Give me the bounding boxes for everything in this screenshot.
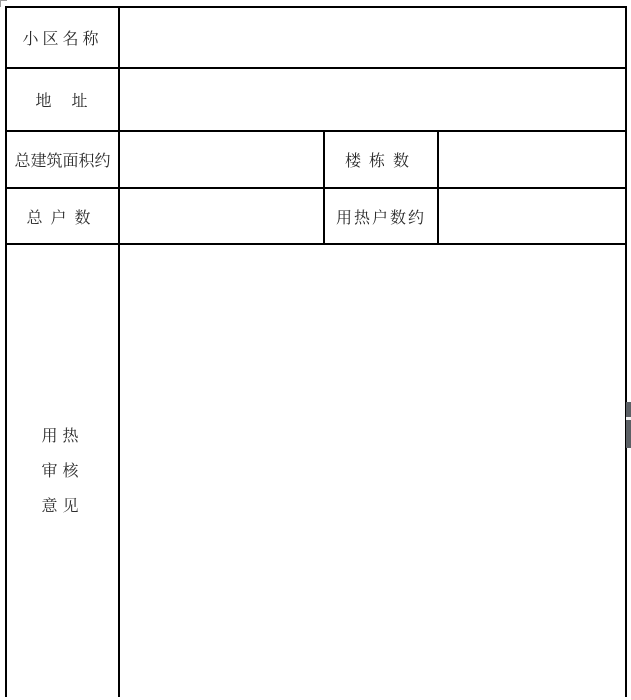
review-opinion-value-cell[interactable] — [119, 244, 626, 697]
heating-households-label: 用热户数约 — [324, 188, 438, 244]
review-opinion-label — [6, 244, 119, 697]
row-total-area — [6, 131, 626, 188]
building-count-value-cell[interactable] — [438, 131, 626, 188]
review-label-line-3: 意见 — [41, 497, 84, 515]
heating-application-form-table — [5, 6, 627, 697]
building-count-label: 楼栋数 — [324, 131, 438, 188]
review-label-line-2: 审核 — [41, 462, 84, 480]
total-area-label: 总建筑面积约 — [6, 131, 119, 188]
scrollbar-thumb-notch — [626, 417, 631, 420]
row-households — [6, 188, 626, 244]
row-community-name — [6, 7, 626, 68]
heating-households-value-cell[interactable] — [438, 188, 626, 244]
total-area-value-cell[interactable] — [119, 131, 324, 188]
address-value-cell[interactable] — [119, 68, 626, 131]
total-households-label: 总户数 — [6, 188, 119, 244]
scrollbar-thumb[interactable] — [626, 402, 631, 448]
row-address — [6, 68, 626, 131]
community-name-label: 小区名称 — [6, 7, 119, 68]
total-households-value-cell[interactable] — [119, 188, 324, 244]
review-label-line-1: 用热 — [41, 427, 84, 445]
address-label: 地 址 — [6, 68, 119, 131]
row-review-opinion — [6, 244, 626, 697]
community-name-value-cell[interactable] — [119, 7, 626, 68]
